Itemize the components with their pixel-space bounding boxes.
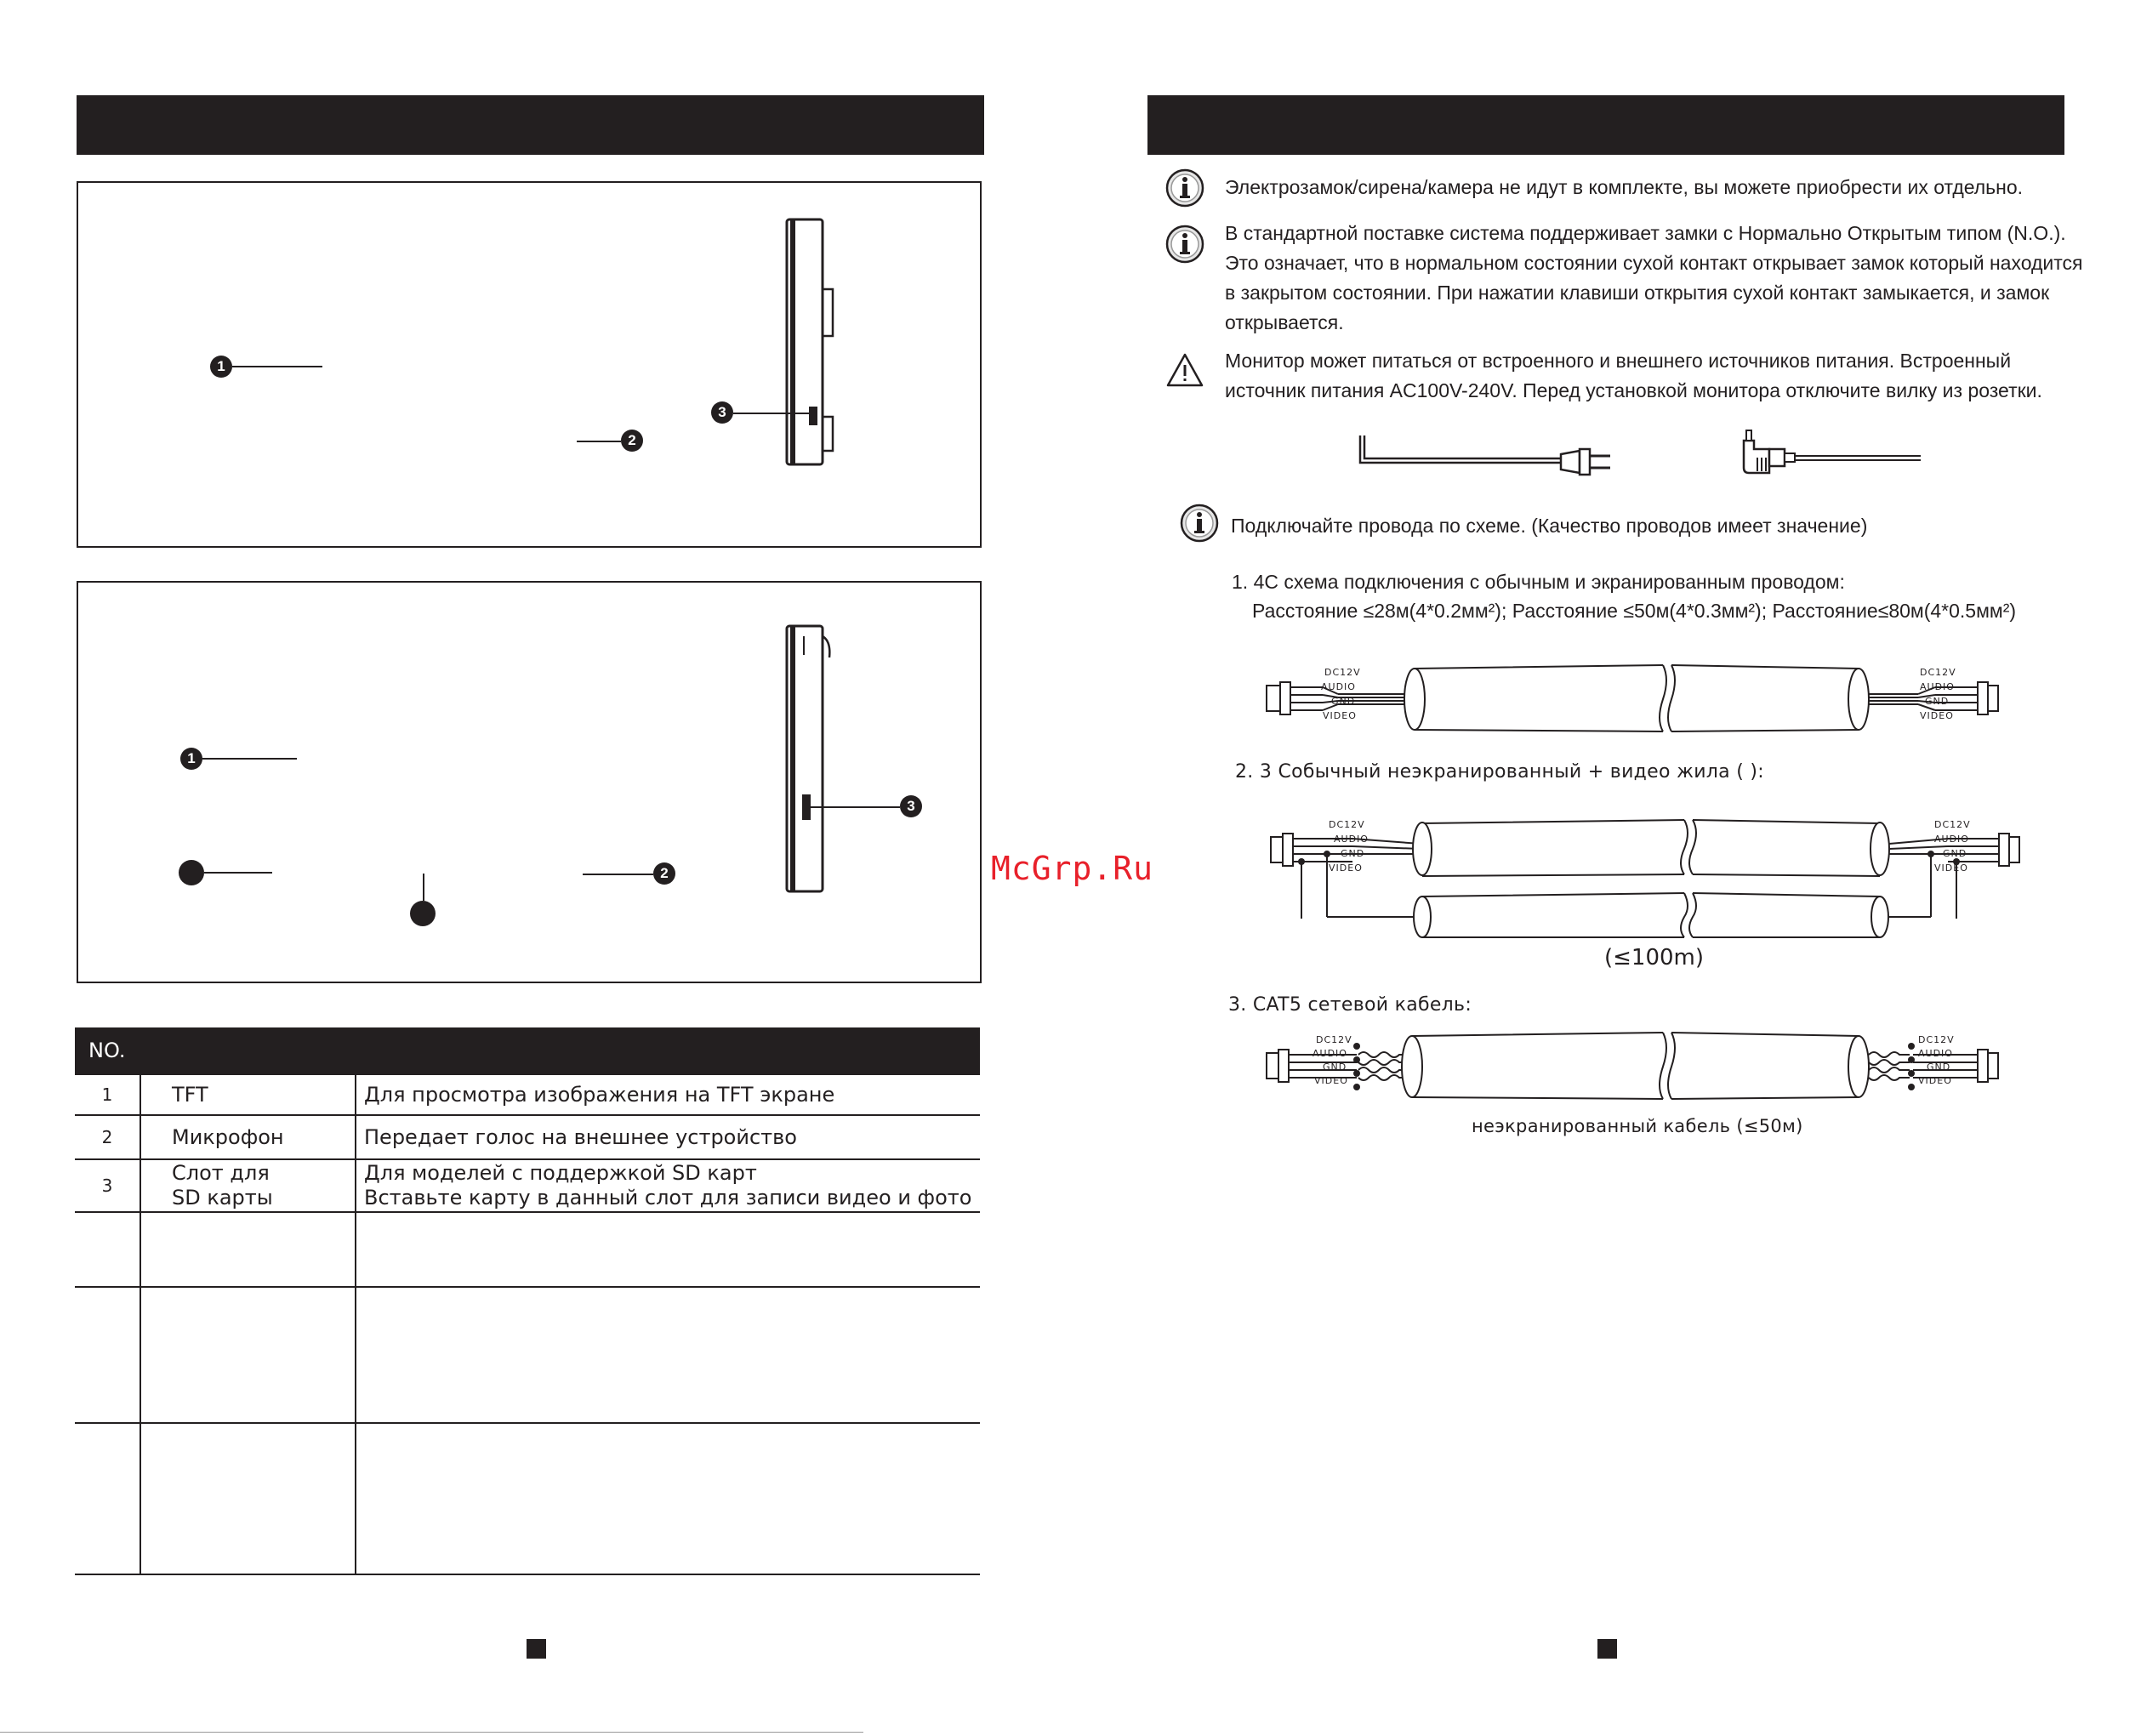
cell-no [75,1287,140,1423]
svg-text:GND: GND [1323,1062,1347,1073]
callout-3-top: 3 [711,401,733,424]
note-lock-line-2: Это означает, что в нормальном состоянии сухой контакт открывает замок который находится [1225,252,2083,274]
svg-text:GND: GND [1927,1062,1951,1073]
scheme-2-length: (≤100m) [1604,945,1705,970]
cell-desc: Передает голос на внешнее устройство [356,1115,980,1159]
warning-icon [1165,352,1204,388]
figure-box-side [77,581,982,983]
callout-1-top: 1 [210,356,232,378]
svg-text:DC12V: DC12V [1934,819,1971,830]
cell-name [140,1287,356,1423]
svg-text:DC12V: DC12V [1918,1034,1955,1045]
table-row [75,1423,980,1574]
leader-line-1-top [232,366,322,367]
svg-text:AUDIO: AUDIO [1918,1048,1953,1059]
warning-power-line-2: источник питания AC100V-240V. Перед установкой монитора отключите вилку из розетки. [1225,379,2042,401]
callout-2-bottom: 2 [653,862,675,885]
col-header-no: NO. [75,1027,140,1074]
wiring-diagram-4c [1263,662,2012,738]
cell-desc: Для просмотра изображения на TFT экране [356,1074,980,1115]
scheme-3-caption: неэкранированный кабель (≤50м) [1472,1116,1803,1136]
leader-line-3-bottom [806,806,900,808]
wiring-diagram-cat5 [1263,1029,2012,1106]
table-row [75,1115,980,1159]
table-header-row [75,1027,980,1074]
table-row [75,1212,980,1287]
parts-table [75,1027,980,1575]
right-header-bar [1147,95,2064,155]
leader-line-1-bottom [202,758,297,760]
svg-text:VIDEO: VIDEO [1920,710,1954,721]
leader-line-2-top [577,441,621,442]
info-icon [1180,504,1219,543]
scheme-2-title: 2. 3 Собычный неэкранированный + видео жила ( ): [1235,761,1764,783]
wire-label-audio: AUDIO [1321,681,1356,692]
scheme-1-title: 1. 4C схема подключения с обычным и экранированным проводом: [1232,571,1845,593]
leader-line-2-bottom [583,874,653,875]
warning-power-line-1: Монитор может питаться от встроенного и внешнего источников питания. Встроенный [1225,350,2012,372]
callout-1-bottom: 1 [180,748,202,770]
col-header-desc [356,1027,980,1074]
note-kit-contents: Электрозамок/сирена/камера не идут в комплекте, вы можете приобрести их отдельно. [1225,176,2024,198]
wire-label-video: VIDEO [1323,710,1357,721]
cell-desc [356,1423,980,1574]
wire-label-gnd: GND [1331,696,1356,707]
col-header-name [140,1027,356,1074]
svg-text:DC12V: DC12V [1316,1034,1352,1045]
cell-no [75,1423,140,1574]
note-lock-line-1: В стандартной поставке система поддерживает замки с Нормально Открытым типом (N.O.). [1225,222,2066,244]
svg-text:GND: GND [1341,848,1365,859]
svg-text:VIDEO: VIDEO [1934,862,1968,874]
cell-no [75,1212,140,1287]
table-row [75,1159,980,1212]
bottom-trim-line [0,1732,863,1733]
leader-line-3-top [733,413,810,414]
cell-no: 2 [75,1115,140,1159]
note-lock-line-4: открывается. [1225,311,1344,333]
page-marker-right [1597,1639,1617,1659]
leader-line-blank-left [204,872,272,874]
cell-desc [356,1287,980,1423]
cell-no: 1 [75,1074,140,1115]
watermark: McGrp.Ru [991,850,1154,887]
svg-text:AUDIO: AUDIO [1334,834,1369,845]
cell-name: Микрофон [140,1115,356,1159]
note-lock-line-3: в закрытом состоянии. При нажатии клавиши открытия сухой контакт замыкается, и замок [1225,282,2050,304]
device-side-view-top [778,213,838,472]
power-plug-illustration [1357,432,1637,492]
cell-no: 3 [75,1159,140,1212]
scheme-1-distances: Расстояние ≤28м(4*0.2мм²); Расстояние ≤50м(4*0.3мм²); Расстояние≤80м(4*0.5мм²) [1252,600,2017,622]
svg-text:DC12V: DC12V [1329,819,1365,830]
wiring-diagram-3c-plus-video [1267,815,2024,941]
scheme-3-title: 3. CAT5 сетевой кабель: [1228,994,1472,1016]
svg-text:AUDIO: AUDIO [1934,834,1969,845]
cell-desc: Для моделей с поддержкой SD карт Вставьте карту в данный слот для записи видео и фото [356,1159,980,1212]
svg-text:GND: GND [1943,848,1967,859]
cell-name [140,1212,356,1287]
cell-name: TFT [140,1074,356,1115]
svg-text:GND: GND [1925,696,1950,707]
table-row [75,1074,980,1115]
device-side-view-bottom [778,619,838,900]
left-header-bar [77,95,984,155]
dc-jack-illustration [1735,424,1922,481]
svg-text:DC12V: DC12V [1920,667,1956,678]
svg-text:AUDIO: AUDIO [1920,681,1955,692]
svg-text:VIDEO: VIDEO [1314,1075,1348,1086]
note-wiring: Подключайте провода по схеме. (Качество проводов имеет значение) [1231,515,1868,537]
cell-name: Слот для SD карты [140,1159,356,1212]
callout-blank-mid [410,901,436,926]
wire-label-dc12v: DC12V [1324,667,1361,678]
cell-name [140,1423,356,1574]
cell-desc [356,1212,980,1287]
table-row [75,1287,980,1423]
info-icon [1165,168,1204,208]
callout-2-top: 2 [621,430,643,452]
leader-line-blank-mid [423,874,424,901]
svg-text:VIDEO: VIDEO [1918,1075,1952,1086]
svg-text:VIDEO: VIDEO [1329,862,1363,874]
page-marker-left [527,1639,546,1659]
info-icon [1165,225,1204,264]
svg-text:AUDIO: AUDIO [1313,1048,1347,1059]
callout-3-bottom: 3 [900,795,922,817]
callout-blank-left [179,860,204,885]
